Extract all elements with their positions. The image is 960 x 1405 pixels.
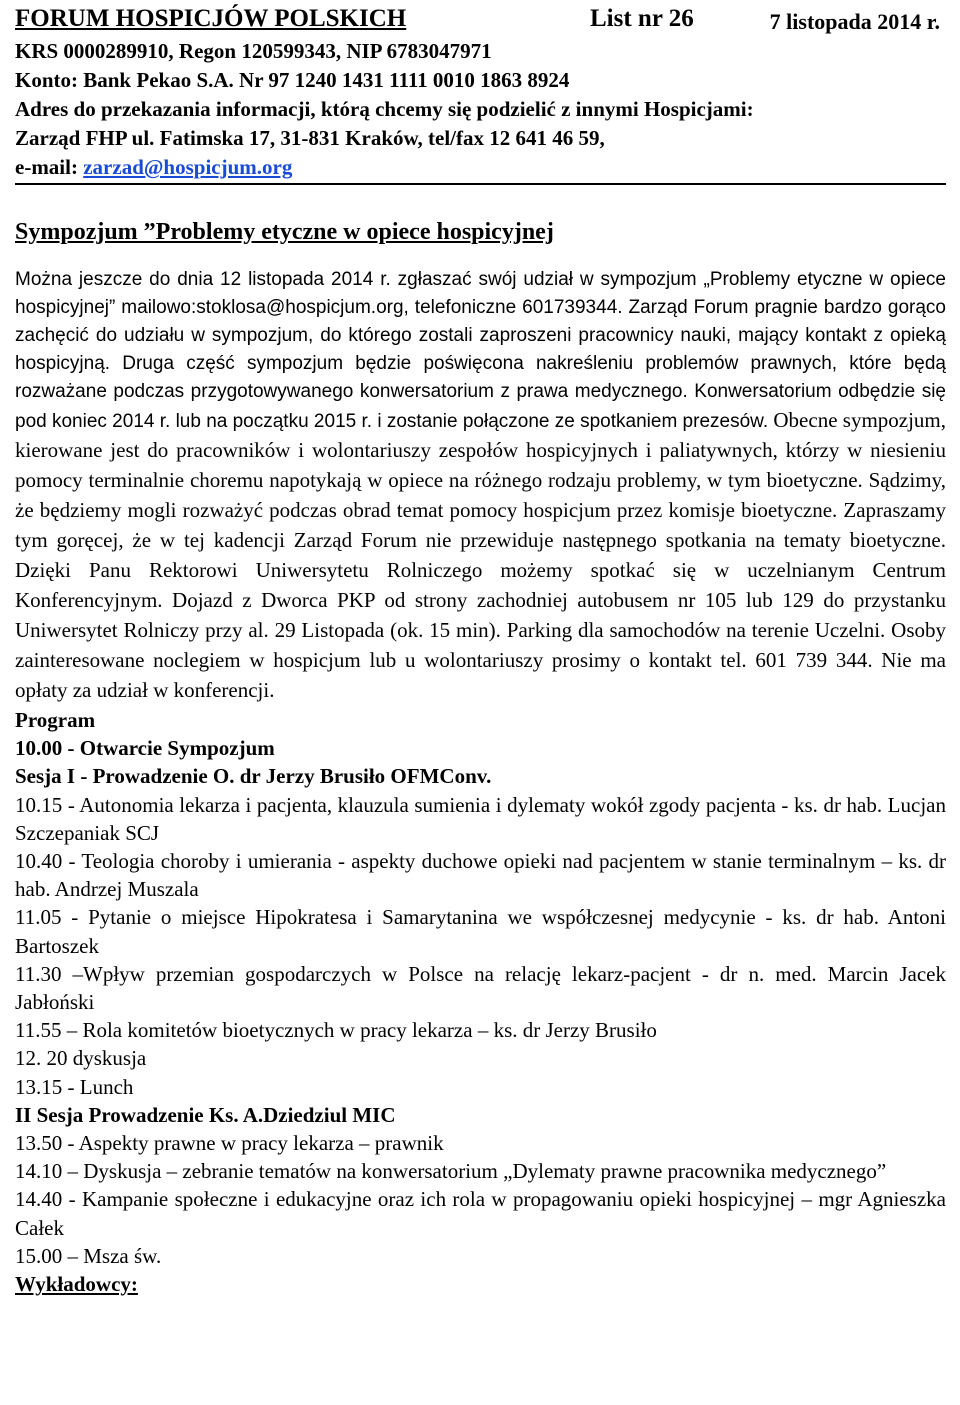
letter-page (15, 4, 946, 1298)
program-opening: 10.00 - Otwarcie Sympozjum (15, 736, 275, 761)
program-item: 10.40 - Teologia choroby i umierania - aspekty duchowe opieki nad pacjentem w stanie terminalnym – ks. dr hab. Andrzej Muszala (15, 849, 946, 902)
program-item: 14.40 - Kampanie społeczne i edukacyjne oraz ich rola w propagowaniu opieki hospicyjnej – mgr Agnieszka Całek (15, 1187, 946, 1240)
address-line: Zarząd FHP ul. Fatimska 17, 31-831 Kraków, tel/fax 12 641 46 59, (15, 126, 605, 150)
intro-section (15, 266, 946, 706)
email-line (15, 153, 946, 182)
program-item: 15.00 – Msza św. (15, 1243, 162, 1268)
letter-header (15, 4, 946, 185)
symposium-title: Sympozjum ”Problemy etyczne w opiece hospicyjnej (15, 219, 554, 245)
list-number: List nr 26 (590, 5, 694, 32)
program-item: 13.15 - Lunch (15, 1074, 134, 1099)
email-link[interactable]: zarzad@hospicjum.org (83, 155, 293, 179)
program-section (15, 706, 946, 1298)
program-item: 11.55 – Rola komitetów bioetycznych w pracy lekarza – ks. dr Jerzy Brusiło (15, 1018, 657, 1043)
account-line: Konto: Bank Pekao S.A. Nr 97 1240 1431 1111 0010 1863 8924 (15, 68, 570, 92)
session-2-heading: II Sesja Prowadzenie Ks. A.Dziedziul MIC (15, 1102, 396, 1127)
program-item: 12. 20 dyskusja (15, 1046, 147, 1071)
email-label: e-mail: (15, 155, 84, 179)
program-item: 13.50 - Aspekty prawne w pracy lekarza – prawnik (15, 1131, 444, 1156)
session-1-heading: Sesja I - Prowadzenie O. dr Jerzy Brusiło OFMConv. (15, 764, 492, 789)
address-intro: Adres do przekazania informacji, którą chcemy się podzielić z innymi Hospicjami: (15, 97, 754, 121)
program-item: 14.10 – Dyskusja – zebranie tematów na konwersatorium „Dylematy prawne pracownika medycznego” (15, 1159, 887, 1184)
lecturers-heading: Wykładowcy: (15, 1272, 138, 1297)
program-heading: Program (15, 708, 96, 732)
program-item: 11.30 –Wpływ przemian gospodarczych w Polsce na relację lekarz-pacjent - dr n. med. Marcin Jacek Jabłoński (15, 961, 946, 1015)
krs-line: KRS 0000289910, Regon 120599343, NIP 6783047971 (15, 39, 492, 63)
program-item: 10.15 - Autonomia lekarza i pacjenta, klauzula sumienia i dylematy wokół zgody pacjenta - ks. dr hab. Lucjan Szczepaniak SCJ (15, 792, 946, 845)
body-paragraph: Obecne sympozjum, kierowane jest do pracowników i wolontariuszy zespołów hospicyjnych i paliatywnych, którzy w niesieniu pomocy terminalnie choremu napotykają w opiece na różnego rodzaju problemy, w tym bioetyczne. Sądzimy, że będziemy mogli rozważyć podczas obrad temat pomocy hospicjum przez komisje bioetyczne. Zapraszamy tym goręcej, że w tej kadencji Zarząd Forum nie przewiduje następnego spotkania na tematy bioetyczne. Dzięki Panu Rektorowi Uniwersytetu Rolniczego możemy spotkać się w uczelnianym Centrum Konferencyjnym. Dojazd z Dworca PKP od strony zachodniej autobusem nr 105 lub 129 do przystanku Uniwersytet Rolniczy przy al. 29 Listopada (ok. 15 min). Parking dla samochodów na terenie Uczelni. Osoby zainteresowane noclegiem w hospicjum lub u wolontariuszy prosimy o kontakt tel. 601 739 344. Nie ma opłaty za udział w konferencji. (15, 408, 947, 702)
letter-date: 7 listopada 2014 r. (769, 9, 940, 34)
intro-paragraph: Można jeszcze do dnia 12 listopada 2014 r. zgłaszać swój udział w sympozjum „Problemy etyczne w opiece hospicyjnej” mailowo:stoklosa@hospicjum.org, telefoniczne 601739344. Zarząd Forum pragnie bardzo gorąco zachęcić do udziału w sympozjum, do którego zostali zaproszeni pracownicy nauki, mający kontakt z opieką hospicyjną. Druga część sympozjum będzie poświęcona nakreśleniu problemów prawnych, które będą rozważane podczas przygotowywanego konwersatorium z prawa medycznego. Konwersatorium odbędzie się pod koniec 2014 r. lub na początku 2015 r. i zostanie połączone ze spotkaniem prezesów. (15, 269, 946, 432)
forum-name: FORUM HOSPICJÓW POLSKICH (15, 5, 407, 32)
program-item: 11.05 - Pytanie o miejsce Hipokratesa i Samarytanina we współczesnej medycynie - ks. dr hab. Antoni Bartoszek (15, 905, 946, 958)
